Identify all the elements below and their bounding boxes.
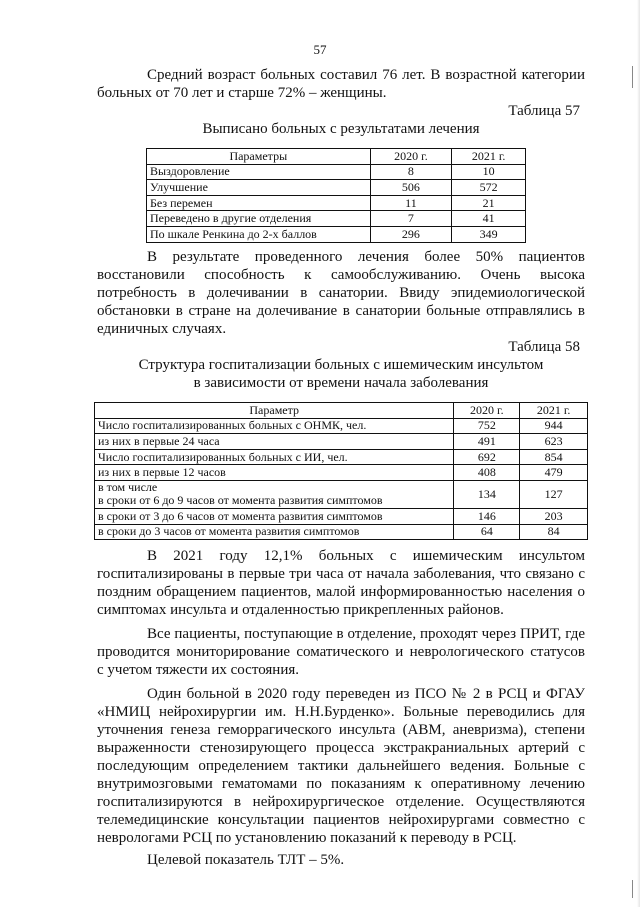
text-line: больных от 70 лет и старше 72% – женщины.: [97, 85, 387, 101]
text-line: симптомах инсульта и отдаленностью прикрепленных районов.: [97, 602, 504, 618]
row-label: Число госпитализированных больных с ОНМК, чел.: [95, 418, 454, 434]
text-line: В 2021 году 12,1% больных с ишемическим инсультом: [147, 548, 585, 564]
value-2020: 8: [370, 164, 452, 180]
text-line: Все пациенты, поступающие в отделение, проходят через ПРИТ, где: [147, 626, 585, 642]
column-header: Параметры: [147, 149, 371, 165]
target-indicator: Целевой показатель ТЛТ – 5%.: [147, 852, 345, 868]
table-58-caption-line: Структура госпитализации больных с ишемическим инсультом: [138, 357, 544, 373]
table-57: [146, 148, 526, 243]
text-line: Средний возраст больных составил 76 лет. В возрастной категории: [147, 67, 585, 83]
text-line: обстановки в стране на долечивание в санатории больные отправлялись в: [97, 303, 585, 319]
table-58-caption-line: в зависимости от времени начала заболевания: [193, 375, 489, 391]
table-row: [95, 508, 588, 524]
page-number: 57: [313, 42, 327, 57]
row-label: Выздоровление: [147, 164, 371, 180]
text-line: восстановили способность к самообслуживанию. Очень высока: [97, 267, 585, 283]
row-label-text: в сроки от 6 до 9 часов от момента развития симптомов: [98, 493, 383, 508]
table-row: [95, 480, 588, 508]
row-label: [95, 480, 454, 508]
row-label: Переведено в другие отделения: [147, 211, 371, 227]
value-2021: 203: [520, 508, 588, 524]
table-row: [147, 164, 526, 180]
table-row: [95, 524, 588, 540]
text-line: В результате проведенного лечения более 50% пациентов: [147, 249, 585, 265]
table-row: [95, 465, 588, 481]
text-line: «НМИЦ нейрохирургии им. Н.Н.Бурденко». Больные переводились для: [97, 704, 585, 720]
column-header: Параметр: [95, 403, 454, 419]
table-row: [147, 180, 526, 196]
value-2021: 479: [520, 465, 588, 481]
text-line: госпитализируются в нейрохирургическое отделение. Осуществляются: [97, 794, 585, 810]
text-line: уточнения генеза геморрагического инсульта (АВМ, аневризма), степени: [97, 722, 585, 738]
value-2021: 854: [520, 449, 588, 465]
value-2021: 944: [520, 418, 588, 434]
value-2020: 752: [454, 418, 520, 434]
text-line: с учетом тяжести их состояния.: [97, 662, 300, 678]
row-label: в сроки от 3 до 6 часов от момента развития симптомов: [95, 508, 454, 524]
column-header: 2021 г.: [452, 149, 526, 165]
column-header: 2020 г.: [370, 149, 452, 165]
scan-mark: [632, 880, 633, 898]
value-2020: 408: [454, 465, 520, 481]
row-label: Без перемен: [147, 195, 371, 211]
value-2021: 572: [452, 180, 526, 196]
text-line: последующим определением тактики дальнейшего ведения. Больные с: [97, 758, 585, 774]
column-header: 2020 г.: [454, 403, 520, 419]
table-header-row: [147, 149, 526, 165]
value-2020: 7: [370, 211, 452, 227]
row-label: По шкале Ренкина до 2-х баллов: [147, 226, 371, 242]
table-row: [147, 195, 526, 211]
value-2020: 146: [454, 508, 520, 524]
value-2020: 134: [454, 480, 520, 508]
text-line: Один больной в 2020 году переведен из ПСО № 2 в РСЦ и ФГАУ: [147, 686, 585, 702]
row-label-prefix: в том числе: [98, 480, 158, 495]
row-label: Улучшение: [147, 180, 371, 196]
table-58: [94, 402, 588, 540]
table-row: [95, 418, 588, 434]
value-2020: 506: [370, 180, 452, 196]
value-2021: 127: [520, 480, 588, 508]
table-57-label: Таблица 57: [508, 103, 580, 119]
text-line: внутримозговыми гематомами по показаниям к оперативному лечению: [97, 776, 585, 792]
row-label: в сроки до 3 часов от момента развития симптомов: [95, 524, 454, 540]
text-line: госпитализированы в первые три часа от начала заболевания, что связано с: [97, 566, 585, 582]
scan-mark: [632, 66, 633, 88]
text-line: выраженности стенозирующего процесса экстракраниальных артерий с: [97, 740, 585, 756]
text-line: потребность в долечивании в санатории. Ввиду эпидемиологической: [97, 285, 585, 301]
column-header: 2021 г.: [520, 403, 588, 419]
value-2020: 692: [454, 449, 520, 465]
text-line: поздним обращением пациентов, малой информированностью населения о: [97, 584, 585, 600]
table-row: [95, 434, 588, 450]
table-row: [95, 449, 588, 465]
text-line: телемедицинские консультации пациентов нейрохирургами совместно с: [97, 812, 585, 828]
value-2021: 84: [520, 524, 588, 540]
value-2021: 349: [452, 226, 526, 242]
row-label: Число госпитализированных больных с ИИ, чел.: [95, 449, 454, 465]
value-2020: 11: [370, 195, 452, 211]
table-header-row: [95, 403, 588, 419]
row-label: из них в первые 24 часа: [95, 434, 454, 450]
value-2021: 21: [452, 195, 526, 211]
value-2020: 64: [454, 524, 520, 540]
table-57-caption: Выписано больных с результатами лечения: [202, 121, 480, 137]
value-2020: 296: [370, 226, 452, 242]
table-row: [147, 226, 526, 242]
value-2021: 10: [452, 164, 526, 180]
text-line: неврологами РСЦ по установлению показаний к переводу в РСЦ.: [97, 830, 517, 846]
text-line: проводится мониторирование соматического и неврологического статусов: [97, 644, 585, 660]
table-row: [147, 211, 526, 227]
table-58-label: Таблица 58: [508, 339, 580, 355]
row-label: из них в первые 12 часов: [95, 465, 454, 481]
value-2020: 491: [454, 434, 520, 450]
value-2021: 623: [520, 434, 588, 450]
text-line: единичных случаях.: [97, 321, 227, 337]
value-2021: 41: [452, 211, 526, 227]
